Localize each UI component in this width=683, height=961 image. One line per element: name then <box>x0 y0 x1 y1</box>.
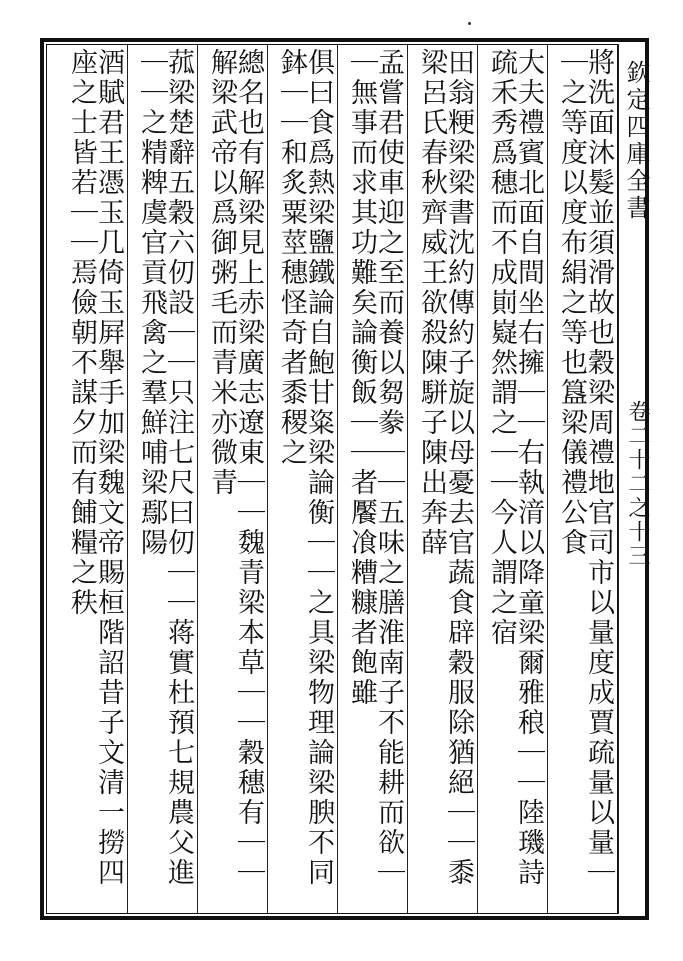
text-column-6: 總名也有解梁見上赤梁廣志遼東｜｜魏青梁本草｜｜穀穗有｜｜解梁武帝以爲御粥毛而青米亦微青 <box>206 48 264 888</box>
text-column-4: 孟嘗君使車迎之至而養以芻豢｜｜五味之膳淮南子不能耕而欲｜｜無事而求其功難矣論衡飯｜｜者饜飡糟糠者飽雖 <box>346 48 404 888</box>
book-title: 欽定四庫全書 <box>622 60 650 222</box>
column-rule <box>477 44 478 914</box>
text-column-1: 將洗面沐髮並須滑故也穀梁周禮地官司市以量度成賈疏量以量｜｜之等度以度布絹之等也簋梁儀禮公食 <box>556 48 614 888</box>
column-rule <box>127 44 128 914</box>
text-column-8: 酒賦君王憑玉几倚玉屛舉手加梁魏文帝賜桓階詔昔子文清一撈四座之士皆若｜｜焉儉朝不謀夕而有餔糧之秩 <box>66 48 124 888</box>
column-rule <box>267 44 268 914</box>
text-column-2: 大夫禮賓北面自間坐右擁｜｜右執湇以降童梁爾雅稂｜｜陸璣詩疏禾秀爲穗而不成崱嶷然謂之｜｜今人謂之宿 <box>486 48 544 888</box>
text-column-5: 俱曰食爲熱梁鹽鐵論自鮑甘粢梁論衡｜｜之具梁物理論梁腴不同鉢｜｜和炙粟莖穗怪奇者黍稷之 <box>276 48 334 888</box>
text-column-7: 菰梁楚辭五穀六仞設｜｜只注七尺曰仞｜｜蒋實杜預七規農父進｜｜之精粺虞官貢飛禽之羣鮮哺梁鄢陽 <box>136 48 194 888</box>
ink-speck <box>468 22 471 25</box>
column-rule <box>337 44 338 914</box>
volume-label: 卷二十二之十三 <box>625 400 650 568</box>
column-rule <box>407 44 408 914</box>
column-rule <box>197 44 198 914</box>
text-column-3: 田翁粳梁梁書沈約傳約子旋以母憂去官蔬食辟穀服除猶絕｜｜黍梁呂氏春秋齊威王欲殺陳駢子陳出奔薛 <box>416 48 474 888</box>
column-rule <box>547 44 548 914</box>
